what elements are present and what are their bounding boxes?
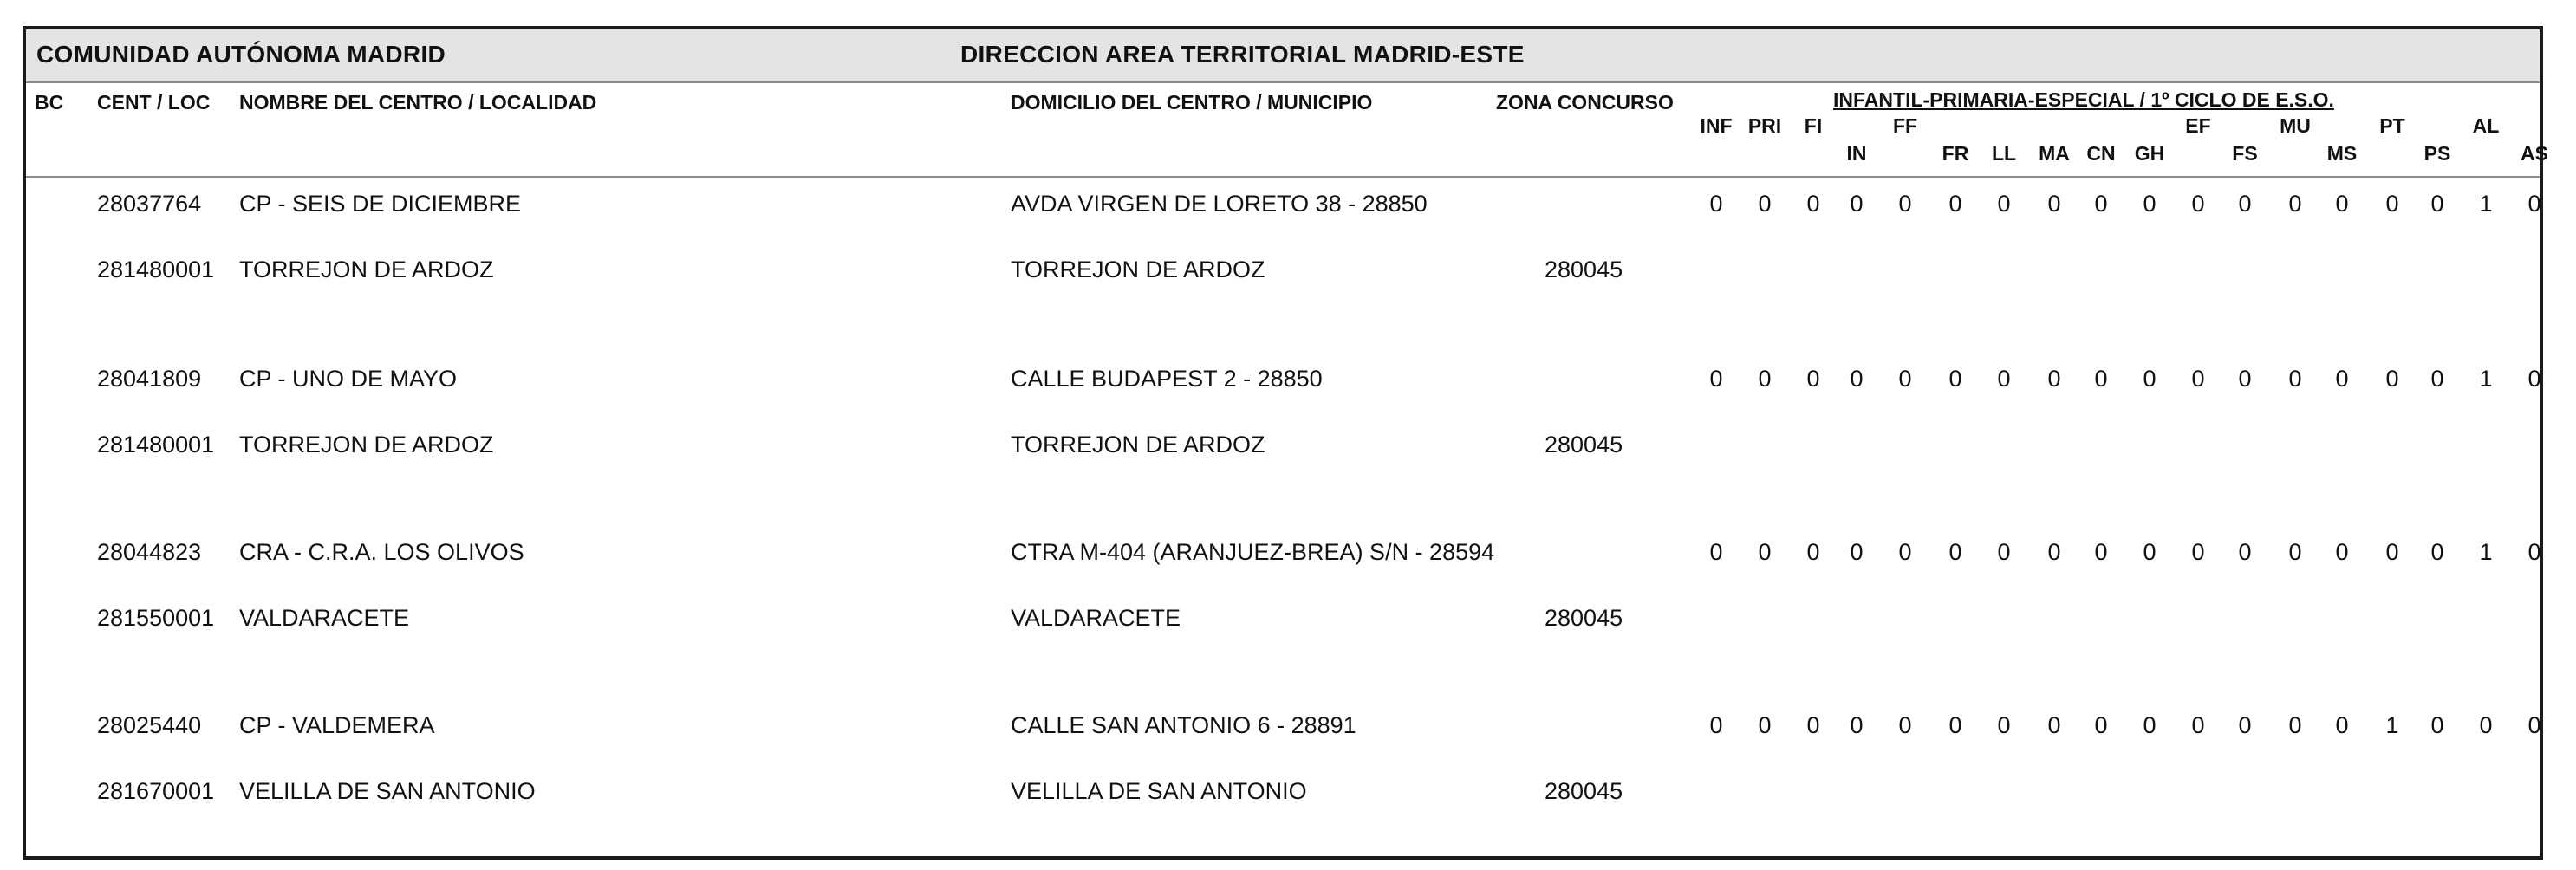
vacancy-value: 0 bbox=[2047, 712, 2061, 738]
subject-code-ff: FF bbox=[1892, 114, 1918, 137]
subject-code-cn: CN bbox=[2086, 142, 2116, 165]
center-code: 28044823 bbox=[97, 539, 202, 565]
municipality-name: VELILLA DE SAN ANTONIO bbox=[1011, 778, 1307, 804]
vacancy-value: 0 bbox=[2094, 712, 2108, 738]
subject-code-ma: MA bbox=[2039, 142, 2070, 165]
report-frame bbox=[23, 26, 2548, 860]
zone-code: 280045 bbox=[1545, 256, 1623, 282]
vacancy-value: 0 bbox=[2047, 366, 2061, 392]
header-zona: ZONA CONCURSO bbox=[1496, 91, 1674, 114]
vacancy-value: 0 bbox=[2479, 712, 2493, 738]
zone-code: 280045 bbox=[1545, 778, 1623, 804]
zone-code: 280045 bbox=[1545, 432, 1623, 458]
vacancy-value: 0 bbox=[1758, 539, 1772, 565]
vacancy-value: 0 bbox=[2527, 191, 2541, 217]
vacancy-value: 0 bbox=[1898, 366, 1912, 392]
vacancy-value: 0 bbox=[2047, 539, 2061, 565]
center-name: CP - UNO DE MAYO bbox=[239, 366, 458, 392]
vacancy-value: 0 bbox=[1850, 366, 1864, 392]
header-nombre: NOMBRE DEL CENTRO / LOCALIDAD bbox=[239, 91, 597, 114]
vacancy-value: 0 bbox=[1850, 539, 1864, 565]
vacancy-value: 0 bbox=[2385, 366, 2399, 392]
vacancy-value: 0 bbox=[2430, 191, 2444, 217]
vacancy-value: 1 bbox=[2479, 366, 2493, 392]
region-title: COMUNIDAD AUTÓNOMA MADRID bbox=[36, 41, 446, 68]
vacancy-value: 0 bbox=[1850, 712, 1864, 738]
vacancy-value: 0 bbox=[1948, 191, 1962, 217]
vacancy-value: 0 bbox=[2238, 191, 2252, 217]
vacancy-value: 0 bbox=[2143, 712, 2156, 738]
vacancy-value: 1 bbox=[2479, 539, 2493, 565]
vacancy-value: 0 bbox=[2430, 712, 2444, 738]
vacancy-value: 0 bbox=[1997, 539, 2011, 565]
vacancy-value: 0 bbox=[1806, 191, 1820, 217]
center-name: CP - SEIS DE DICIEMBRE bbox=[239, 191, 522, 217]
subject-code-fr: FR bbox=[1942, 142, 1969, 165]
center-name: CP - VALDEMERA bbox=[239, 712, 435, 738]
vacancy-value: 0 bbox=[2143, 539, 2156, 565]
municipality-name: TORREJON DE ARDOZ bbox=[1011, 432, 1265, 458]
municipality-name: TORREJON DE ARDOZ bbox=[1011, 256, 1265, 282]
locality-code: 281550001 bbox=[97, 605, 215, 631]
center-address: AVDA VIRGEN DE LORETO 38 - 28850 bbox=[1011, 191, 1428, 217]
vacancy-value: 0 bbox=[1850, 191, 1864, 217]
vacancy-value: 0 bbox=[2527, 366, 2541, 392]
vacancy-value: 0 bbox=[2335, 712, 2349, 738]
locality-name: TORREJON DE ARDOZ bbox=[239, 256, 494, 282]
subject-code-ef: EF bbox=[2185, 114, 2211, 137]
vacancy-value: 0 bbox=[2288, 191, 2302, 217]
vacancy-value: 0 bbox=[2238, 539, 2252, 565]
vacancy-value: 0 bbox=[2094, 191, 2108, 217]
locality-code: 281670001 bbox=[97, 778, 215, 804]
vacancy-value: 0 bbox=[2143, 366, 2156, 392]
title-bar bbox=[26, 29, 2540, 83]
subject-code-as: AS bbox=[2521, 142, 2548, 165]
vacancy-value: 0 bbox=[2335, 191, 2349, 217]
header-domicilio: DOMICILIO DEL CENTRO / MUNICIPIO bbox=[1011, 91, 1373, 114]
vacancy-value: 0 bbox=[1948, 366, 1962, 392]
center-code: 28037764 bbox=[97, 191, 202, 217]
subject-code-gh: GH bbox=[2134, 142, 2165, 165]
vacancy-value: 0 bbox=[1758, 366, 1772, 392]
vacancy-value: 0 bbox=[1806, 366, 1820, 392]
vacancy-value: 0 bbox=[2288, 539, 2302, 565]
vacancy-value: 0 bbox=[2191, 539, 2205, 565]
vacancy-value: 0 bbox=[2094, 366, 2108, 392]
vacancy-value: 0 bbox=[1948, 712, 1962, 738]
vacancy-value: 0 bbox=[2191, 366, 2205, 392]
vacancy-value: 0 bbox=[2191, 712, 2205, 738]
vacancy-value: 0 bbox=[2238, 712, 2252, 738]
locality-name: VALDARACETE bbox=[239, 605, 410, 631]
center-address: CALLE SAN ANTONIO 6 - 28891 bbox=[1011, 712, 1356, 738]
subject-code-inf: INF bbox=[1700, 114, 1733, 137]
vacancy-value: 0 bbox=[1997, 712, 2011, 738]
vacancy-value: 1 bbox=[2385, 712, 2399, 738]
center-name: CRA - C.R.A. LOS OLIVOS bbox=[239, 539, 524, 565]
center-code: 28025440 bbox=[97, 712, 202, 738]
municipality-name: VALDARACETE bbox=[1011, 605, 1181, 631]
vacancy-value: 0 bbox=[2335, 539, 2349, 565]
vacancy-value: 0 bbox=[1997, 191, 2011, 217]
vacancy-value: 0 bbox=[1806, 712, 1820, 738]
header-separator bbox=[26, 176, 2540, 178]
subject-code-fs: FS bbox=[2232, 142, 2258, 165]
vacancy-value: 0 bbox=[2288, 366, 2302, 392]
vacancy-value: 0 bbox=[1898, 539, 1912, 565]
locality-code: 281480001 bbox=[97, 256, 215, 282]
vacancy-value: 0 bbox=[1709, 191, 1723, 217]
zone-code: 280045 bbox=[1545, 605, 1623, 631]
subject-code-ms: MS bbox=[2326, 142, 2358, 165]
vacancy-value: 0 bbox=[1997, 366, 2011, 392]
vacancy-value: 0 bbox=[2385, 539, 2399, 565]
subject-code-al: AL bbox=[2472, 114, 2500, 137]
vacancy-value: 0 bbox=[1758, 712, 1772, 738]
header-subject-group: INFANTIL-PRIMARIA-ESPECIAL / 1º CICLO DE E.S.O. bbox=[1833, 88, 2334, 111]
center-address: CALLE BUDAPEST 2 - 28850 bbox=[1011, 366, 1323, 392]
subject-code-pt: PT bbox=[2379, 114, 2405, 137]
vacancy-value: 0 bbox=[2527, 539, 2541, 565]
header-bc: BC bbox=[35, 91, 64, 114]
vacancy-value: 0 bbox=[2385, 191, 2399, 217]
vacancy-value: 1 bbox=[2479, 191, 2493, 217]
vacancy-value: 0 bbox=[2143, 191, 2156, 217]
vacancy-value: 0 bbox=[2335, 366, 2349, 392]
vacancy-value: 0 bbox=[1898, 191, 1912, 217]
vacancy-value: 0 bbox=[1806, 539, 1820, 565]
vacancy-value: 0 bbox=[2094, 539, 2108, 565]
locality-name: TORREJON DE ARDOZ bbox=[239, 432, 494, 458]
vacancy-value: 0 bbox=[1709, 366, 1723, 392]
vacancy-value: 0 bbox=[2527, 712, 2541, 738]
vacancy-value: 0 bbox=[1948, 539, 1962, 565]
locality-name: VELILLA DE SAN ANTONIO bbox=[239, 778, 536, 804]
center-code: 28041809 bbox=[97, 366, 202, 392]
vacancy-value: 0 bbox=[2047, 191, 2061, 217]
vacancy-value: 0 bbox=[2430, 539, 2444, 565]
vacancy-value: 0 bbox=[2238, 366, 2252, 392]
directorate-title: DIRECCION AREA TERRITORIAL MADRID-ESTE bbox=[960, 41, 1525, 68]
vacancy-value: 0 bbox=[1758, 191, 1772, 217]
vacancy-value: 0 bbox=[1709, 712, 1723, 738]
subject-code-in: IN bbox=[1846, 142, 1867, 165]
locality-code: 281480001 bbox=[97, 432, 215, 458]
subject-code-ll: LL bbox=[1991, 142, 2017, 165]
vacancy-value: 0 bbox=[2191, 191, 2205, 217]
subject-code-mu: MU bbox=[2280, 114, 2311, 137]
vacancy-value: 0 bbox=[1898, 712, 1912, 738]
subject-code-fi: FI bbox=[1804, 114, 1823, 137]
center-address: CTRA M-404 (ARANJUEZ-BREA) S/N - 28594 bbox=[1011, 539, 1495, 565]
subject-code-pri: PRI bbox=[1747, 114, 1782, 137]
header-cent-loc: CENT / LOC bbox=[97, 91, 211, 114]
vacancy-value: 0 bbox=[2430, 366, 2444, 392]
vacancy-value: 0 bbox=[2288, 712, 2302, 738]
vacancy-value: 0 bbox=[1709, 539, 1723, 565]
subject-code-ps: PS bbox=[2423, 142, 2451, 165]
